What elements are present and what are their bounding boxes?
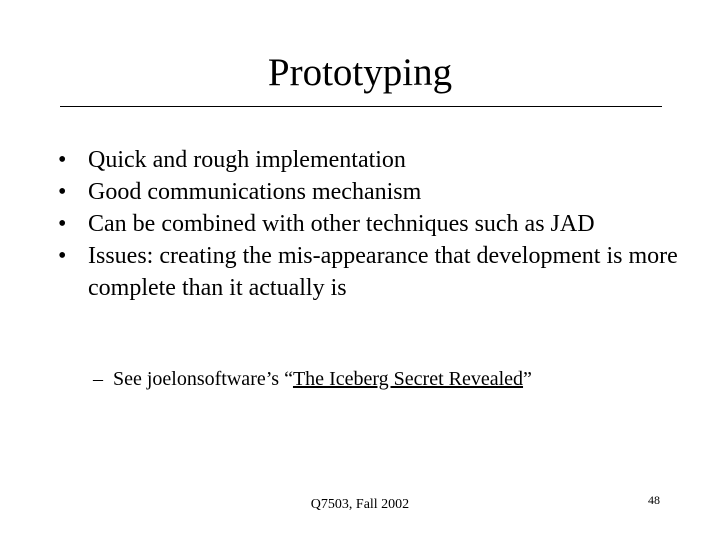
bullet-item bbox=[58, 176, 678, 208]
close-quote: ” bbox=[523, 368, 532, 390]
bullet-marker: • bbox=[58, 179, 67, 205]
sub-bullet-prefix: See joelonsoftware’s bbox=[113, 368, 285, 390]
sub-bullet-marker: – bbox=[93, 368, 103, 390]
bullet-marker: • bbox=[58, 211, 67, 237]
bullet-item bbox=[58, 144, 678, 176]
title-divider bbox=[60, 106, 662, 107]
bullet-text: Good communications mechanism bbox=[88, 179, 422, 205]
bullet-text: Can be combined with other techniques such as JAD bbox=[88, 211, 595, 237]
bullet-text: Quick and rough implementation bbox=[88, 147, 406, 173]
bullet-text: Issues: creating the mis-appearance that development is more complete than it actually is bbox=[88, 243, 678, 301]
sub-bullet-item bbox=[93, 366, 532, 392]
slide-title: Prototyping bbox=[267, 51, 453, 94]
bullet-list bbox=[58, 144, 678, 304]
slide-footer: Q7503, Fall 2002 bbox=[310, 497, 410, 512]
bullet-marker: • bbox=[58, 243, 67, 269]
bullet-item bbox=[58, 240, 678, 304]
bullet-item bbox=[58, 208, 678, 240]
bullet-marker: • bbox=[58, 147, 67, 173]
open-quote: “ bbox=[284, 368, 293, 390]
iceberg-secret-link[interactable]: The Iceberg Secret Revealed bbox=[292, 368, 524, 390]
page-number: 48 bbox=[648, 493, 660, 507]
